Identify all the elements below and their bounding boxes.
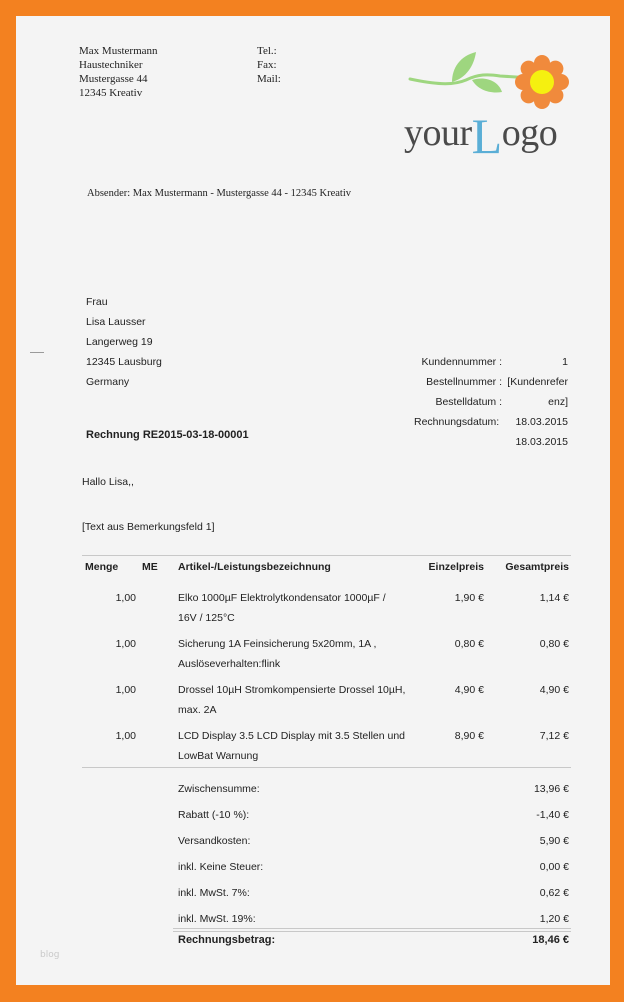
table-top-rule — [82, 555, 571, 556]
col-header-description: Artikel-/Leistungsbezeichnung — [178, 561, 331, 573]
meta-row-customer-number: Kundennummer : 1 — [421, 356, 568, 368]
table-row — [16, 588, 610, 634]
recipient-city: 12345 Lausburg — [86, 356, 162, 368]
contact-block — [257, 44, 281, 86]
row-total: 1,14 € — [539, 592, 569, 604]
totals-row-subtotal: Zwischensumme: 13,96 € — [178, 783, 569, 795]
company-logo — [404, 46, 584, 164]
totals-row-vat-19: inkl. MwSt. 19%: 1,20 € — [178, 913, 569, 925]
grand-total-row — [16, 934, 610, 950]
row-qty: 1,00 — [115, 638, 136, 650]
logo-text-L: L — [471, 108, 502, 164]
sender-city: 12345 Kreativ — [79, 87, 143, 99]
row-desc-line2: 16V / 125°C — [178, 612, 235, 624]
table-header — [16, 561, 610, 577]
sender-return-line: Absender: Max Mustermann - Mustergasse 44 - 12345 Kreativ — [87, 188, 352, 199]
logo-text-your: your — [404, 112, 472, 154]
grand-total-rule-2 — [173, 931, 571, 932]
mail-label: Mail: — [257, 73, 281, 85]
row-total: 4,90 € — [539, 684, 569, 696]
sender-name: Max Mustermann — [79, 45, 158, 57]
table-row — [16, 680, 610, 726]
table-bottom-rule — [82, 767, 571, 768]
col-header-unit-price: Einzelpreis — [428, 561, 484, 573]
sender-profession: Haustechniker — [79, 59, 143, 71]
col-header-unit: ME — [142, 561, 158, 573]
row-desc-line1: Elko 1000µF Elektrolytkondensator 1000µF / — [178, 592, 386, 604]
meta-row-order-date: Bestelldatum : enz] — [435, 396, 568, 408]
row-qty: 1,00 — [115, 730, 136, 742]
row-desc-line1: Drossel 10µH Stromkompensierte Drossel 10µH, — [178, 684, 406, 696]
fax-label: Fax: — [257, 59, 277, 71]
row-unit-price: 8,90 € — [454, 730, 484, 742]
row-desc-line1: LCD Display 3.5 LCD Display mit 3.5 Stellen und — [178, 730, 406, 742]
table-row — [16, 634, 610, 680]
table-row — [16, 726, 610, 772]
totals-row-no-tax: inkl. Keine Steuer: 0,00 € — [178, 861, 569, 873]
fold-mark — [30, 352, 44, 353]
recipient-street: Langerweg 19 — [86, 336, 153, 348]
grand-total-value: 18,46 € — [532, 934, 569, 946]
recipient-block — [86, 292, 162, 392]
col-header-total: Gesamtpreis — [505, 561, 569, 573]
recipient-name: Lisa Lausser — [86, 316, 146, 328]
invoice-title: Rechnung RE2015-03-18-00001 — [86, 429, 249, 441]
grand-total-label: Rechnungsbetrag: — [178, 934, 276, 946]
row-desc-line2: max. 2A — [178, 704, 217, 716]
tel-label: Tel.: — [257, 45, 277, 57]
row-unit-price: 1,90 € — [454, 592, 484, 604]
row-total: 7,12 € — [539, 730, 569, 742]
totals-row-vat-7: inkl. MwSt. 7%: 0,62 € — [178, 887, 569, 899]
row-desc-line1: Sicherung 1A Feinsicherung 5x20mm, 1A , — [178, 638, 377, 650]
greeting: Hallo Lisa,, — [82, 476, 134, 488]
meta-row-invoice-date: Rechnungsdatum: 18.03.2015 — [414, 416, 568, 428]
row-unit-price: 0,80 € — [454, 638, 484, 650]
totals-row-shipping: Versandkosten: 5,90 € — [178, 835, 569, 847]
row-desc-line2: LowBat Warnung — [178, 750, 259, 762]
logo-text — [404, 108, 558, 164]
meta-row-date-extra: 18.03.2015 — [515, 436, 568, 448]
row-qty: 1,00 — [115, 592, 136, 604]
col-header-qty: Menge — [85, 561, 119, 573]
row-unit-price: 4,90 € — [454, 684, 484, 696]
invoice-page — [16, 16, 610, 985]
watermark: blog — [40, 950, 60, 960]
remark-text: [Text aus Bemerkungsfeld 1] — [82, 521, 215, 533]
row-qty: 1,00 — [115, 684, 136, 696]
row-desc-line2: Auslöseverhalten:flink — [178, 658, 281, 670]
sender-street: Mustergasse 44 — [79, 73, 148, 85]
logo-text-ogo: ogo — [501, 112, 558, 154]
recipient-salutation: Frau — [86, 296, 108, 308]
recipient-country: Germany — [86, 376, 130, 388]
meta-row-order-number: Bestellnummer : [Kundenrefer — [426, 376, 568, 388]
totals-block — [16, 776, 610, 932]
sender-block — [79, 44, 158, 100]
invoice-meta — [414, 352, 568, 452]
grand-total-rule-1 — [173, 928, 571, 929]
row-total: 0,80 € — [539, 638, 569, 650]
totals-row-discount: Rabatt (-10 %): -1,40 € — [178, 809, 569, 821]
